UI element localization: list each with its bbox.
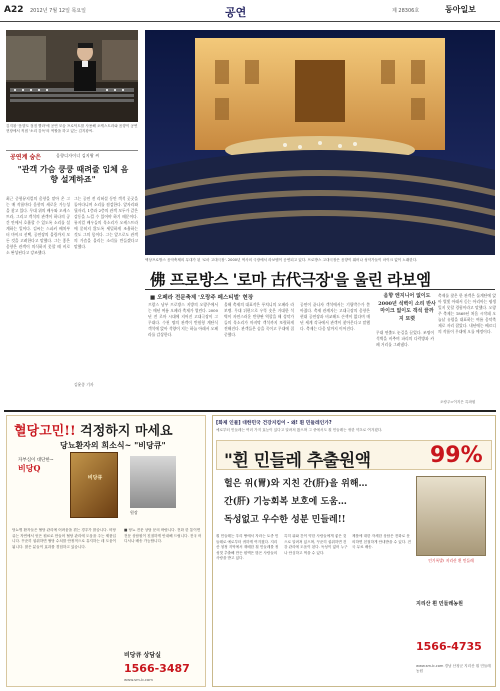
ad-body-text: 당뇨병 환자들은 혈당 관리에 어려움을 겪는 경우가 많습니다. 비당큐는 자연에서 얻은 원료로 만들어 혈당 관리에 도움을 주는 제품입니다. 꾸준히 섭취하면 혈당 수치를 안정적으로 유지하는 데 도움이 됩니다. 많은 분들이 효과를 경험하고 있습니다.: [12, 528, 117, 549]
doctor-title: 원장: [130, 510, 138, 515]
ad-clinic-name: 지리산 흰 민들레농원: [416, 601, 463, 607]
ad-lead-text: 자부심이 대단한~: [18, 458, 54, 463]
newspaper-name: 동아일보: [445, 4, 476, 14]
reporter-byline: 김윤종 기자: [74, 382, 94, 387]
theatre-photo-art: [145, 30, 495, 255]
article-body-column: 그는 공연 전 리허설 동안 객석 곳곳을 돌아다니며 소리를 점검한다. 앞자리와 뒷자리, 1층과 2층의 관객 모두가 같은 감동을 느낄 수 있어야 하기 때문이다. 뮤지컬 배우들의 목소리가 오케스트라에 묻히지 않도록 세밀하게 조율하는 것도 그의 몫이다. 그는 앞으로도 관객의 가슴을 울리는 소리를 만들겠다고 말했다.: [74, 196, 138, 249]
product-seal-image: [416, 476, 486, 556]
issue-number: 제 28306호: [392, 8, 420, 14]
ad-headline: "흰 민들레 추출원액: [224, 451, 371, 471]
page-number: A22: [4, 5, 24, 15]
doctor-portrait: [130, 456, 176, 508]
studio-photo: [6, 30, 138, 122]
product-box-image: [70, 452, 118, 518]
ad-divider: [4, 410, 496, 412]
article-body-column: 축제를 찾은 한 관객은 돌계단에 앉아 별빛 아래서 듣는 아리아는 평생 잊지 못할 경험이라고 말했다. 오랑주 축제는 1869년 처음 시작돼 오늘날 유럽을 대표하는 여름 음악축제로 자리 잡았다. 내년에는 베르디의 작품이 무대에 오를 예정이다.: [438, 293, 496, 334]
ad-body-text: ■ 당뇨 전문 상담 문의 바랍니다. 전화 한 통이면 전문 상담원이 친절하게 안내해 드립니다. 전국 어디서나 배송 가능합니다.: [124, 528, 202, 544]
ad-headline-rest: 걱정하지 마세요: [75, 424, 173, 439]
ad-headline: [14, 420, 173, 439]
article-body-column: 올해 축제의 대표작은 푸치니의 오페라 라보엠. 무대 뒤편으로 우뚝 솟은 거대한 석벽이 자연스러운 반향판 역할을 해 성악가들의 목소리가 마지막 객석까지 또렷하게 전해진다. 관객들은 숨을 죽이고 무대에 집중했다.: [224, 302, 294, 337]
ad-benefit-line: 헐은 위(胃)와 지친 간(肝)을 위해…: [224, 479, 368, 489]
roman-theatre-photo: [145, 30, 495, 255]
product-box-title: 비당큐: [87, 475, 103, 481]
pull-quote: "관객 가슴 쿵쿵 때려줄 입체 음향 설계하죠": [17, 164, 129, 184]
ad-brand-logo: 비당Q: [18, 463, 41, 473]
interview-subject: 음향디자이너 김지왕 씨: [56, 153, 100, 158]
ad-phone-number[interactable]: 1566-4735: [416, 640, 482, 653]
ad-website-link[interactable]: www.sm-b.com: [124, 677, 153, 682]
issue-date: 2012년 7월 12일 목요일: [30, 8, 87, 14]
photo-caption: 김지왕 '음향도 점점 빨라'에 공연 모습 프로덕트를 사용해 오케스트라와 음향이 공연 현장에서 직접 '소리 감독'의 역할을 하고 있는 김지왕씨.: [6, 124, 138, 133]
ad-clinic-name: 비당큐 상담실: [124, 652, 161, 659]
ad-subheadline: 당뇨환자의 희소식~ "비당큐": [60, 440, 166, 450]
ad-body-text: 제품에 대한 자세한 상담은 전화로 문의하면 친절하게 안내받을 수 있다. 전국 무료 배송.: [352, 534, 411, 550]
ad-address[interactable]: www.sm-b.com 경남 산청군 지리산 흰 민들레 농원: [416, 664, 491, 673]
ad-body-text: 특히 위와 간이 약한 사람들에게 좋은 것으로 알려져 있으며, 꾸준히 섭취하면 건강 관리에 도움이 된다. 독성이 없어 누구나 안심하고 먹을 수 있다.: [284, 534, 348, 555]
ad-benefit-line: 간(肝) 기능회복 보호에 도움…: [224, 497, 347, 507]
ad-topline: [화제 인물] 대한민국 건강지킴이 - 왜! 흰 민들레인가?: [216, 421, 332, 426]
interview-series-title: 공연계 숨은: [10, 154, 42, 161]
article-subhead: ■ 오페라 전문축제 '오랑주 페스티벌' 현장: [150, 295, 254, 301]
section-title: 공연: [225, 6, 247, 19]
article-body-column: 공연이 끝나자 객석에서는 기립박수가 쏟아졌다. 축제 관계자는 고대극장의 음향은 현대 공연장과 비교해도 손색이 없다며 매년 세계 각국에서 관객이 찾아온다고 말했다. 축제는 다음 달까지 이어진다.: [300, 302, 370, 331]
ad-lead-text: 예로부터 민들레는 여러 가지 효능이 있다고 알려져 왔으며 그 중에서도 흰 민들레는 귀한 약초로 여겨졌다.: [216, 428, 383, 432]
article-body-column: 최근 중형뮤지컬의 음향을 맡아 온 그는 매 작품마다 음향의 새로운 가능성을 찾고 있다. 무대 위의 배우와 오케스트라, 그리고 객석의 관객이 하나의 공간 안에서 호흡할 수 있도록 소리를 설계하는 일이다. 김씨는 스피커 배치부터 마이크 선택, 공연장의 울림까지 모든 것을 고려한다고 말했다. 그는 좋은 음향은 관객이 의식하지 못할 때 비로소 완성된다고 강조했다.: [6, 196, 70, 255]
article-headline: 佛 프로방스 '로마 古代극장'을 울린 라보엠: [150, 270, 431, 289]
studio-photo-art: [6, 30, 138, 122]
ad-benefit-line: 독성없고 우수한 성분 민들레!!: [224, 515, 346, 525]
ad-phone-number[interactable]: 1566-3487: [124, 662, 190, 675]
photo-caption: 엑상프로방스 음악축제의 무대가 된 '로마 고대극장'. 2000년 역사의 극장에서 라보엠이 공연되고 있다. 프로방스 고대극장은 음향이 뛰어나 성악가들이 마이크 없이 노래한다.: [145, 258, 418, 262]
article-body-column: 프랑스 남부 프로방스 지방의 오랑주에서는 매년 여름 오페라 축제가 열린다. 2000년 전 로마 시대에 지어진 고대극장이 그 무대다. 수천 명의 관객이 반원형 계단식 객석에 앉아 석양이 지는 하늘 아래서 오페라를 감상한다.: [148, 302, 218, 337]
article-body-column: 무대 연출도 눈길을 끌었다. 조명이 석벽을 비추며 파리의 다락방과 카페 거리를 그려냈다.: [376, 330, 434, 347]
ad-headline-accent: 혈당고민!!: [14, 424, 76, 439]
ad-body-text: 흰 민들레는 우리 땅에서 자라는 토종 민들레로 예로부터 귀하게 여겨졌다. 지리산 청정 지역에서 재배한 흰 민들레를 정성껏 추출해 만든 원액은 많은 사람들의 사랑을 받고 있다.: [216, 534, 279, 561]
subhead-rule: [145, 289, 495, 290]
ad-purity-percent: 99%: [430, 443, 483, 468]
article-deck: 음향 엔지니어 없이도 2000년 석벽이 소리 반사 마이크 없이도 객석 끝까지 또렷: [378, 293, 436, 322]
reporter-byline: 오랑주=이지은 특파원: [440, 400, 476, 404]
product-seal-caption: 인기폭발! 지리산 흰 민들레: [428, 558, 474, 563]
